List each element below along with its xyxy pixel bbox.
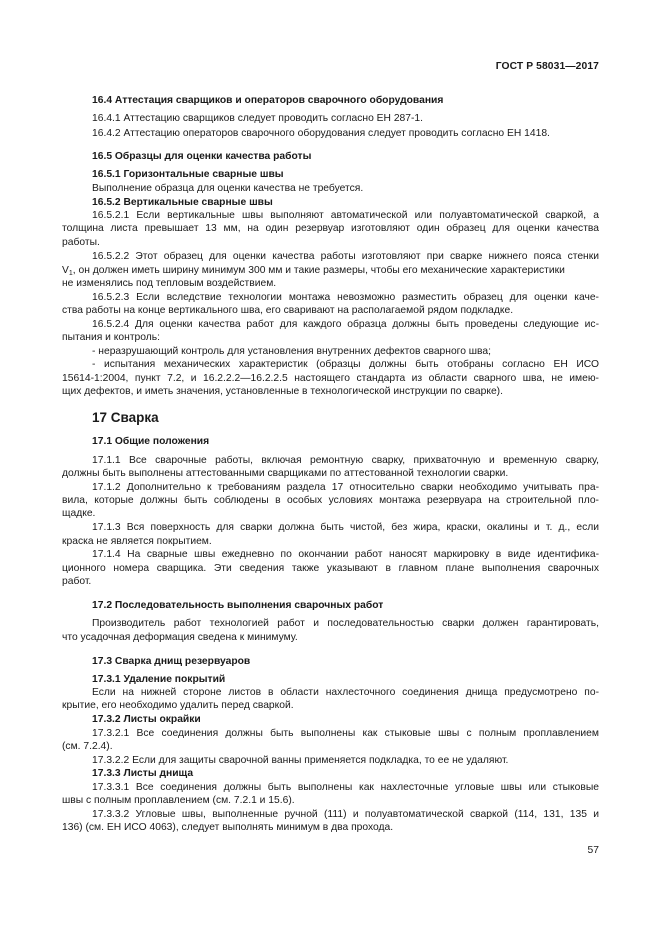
- text-line: крытие, его необходимо удалить перед сваркой.: [62, 700, 294, 711]
- subsection-heading: 16.5.2 Вертикальные сварные швы: [92, 197, 273, 208]
- text-line: 16.4.1 Аттестацию сварщиков следует проводить согласно ЕН 287-1.: [92, 113, 424, 124]
- text-line: толщина листа превышает 13 мм, на один резервуар изготовляют один образец для оценки качества: [62, 223, 599, 234]
- text-line: 17.1.4 На сварные швы ежедневно по окончании работ наносят маркировку в виде идентифика-: [92, 549, 599, 560]
- text-line: 16.4.2 Аттестацию операторов сварочного оборудования следует проводить согласно ЕН 1418.: [92, 128, 550, 139]
- text-line: Если на нижней стороне листов в области нахлесточного соединения днища предусмотрено по-: [92, 687, 599, 698]
- text-line: щадке.: [62, 508, 96, 519]
- text-line: 16.5.2.2 Этот образец для оценки качества работы изготовляют при сварке нижнего пояса стенки: [92, 251, 599, 262]
- section-heading-17-3: 17.3 Сварка днищ резервуаров: [92, 656, 251, 667]
- text-line: не изменялись под тепловым воздействием.: [62, 278, 277, 289]
- text-line: ства работы на конце вертикального шва, его сваривают на располагаемой рядом подкладке.: [62, 305, 514, 316]
- text-line: 15614-1:2004, пункт 7.2, и 16.2.2.2—16.2.2.5 настоящего стандарта из области сварного шва, не имею-: [62, 373, 599, 384]
- text-line: швы с полным проплавлением (см. 7.2.1 и 15.6).: [62, 795, 295, 806]
- section-heading-17-2: 17.2 Последовательность выполнения сварочных работ: [92, 600, 384, 611]
- text-line: 16.5.2.1 Если вертикальные швы выполняют автоматической или полуавтоматической сваркой, а: [92, 210, 599, 221]
- section-heading-17-1: 17.1 Общие положения: [92, 436, 210, 447]
- section-heading-16-5: 16.5 Образцы для оценки качества работы: [92, 151, 312, 162]
- text-line: работы.: [62, 237, 100, 248]
- text-line: 17.3.2.2 Если для защиты сварочной ванны применяется подкладка, то ее не удаляют.: [92, 755, 509, 766]
- text-line: 16.5.2.4 Для оценки качества работ для каждого образца должны быть проведены следующие ис-: [92, 319, 599, 330]
- text-line: 16.5.2.3 Если вследствие технологии монтажа невозможно разместить образец для оценки каче-: [92, 292, 599, 303]
- text-line: Производитель работ технологией работ и последовательностью сварки должен гарантировать,: [92, 618, 599, 629]
- list-item: - испытания механических характеристик (образцы должны быть отобраны согласно ЕН ИСО: [92, 359, 599, 370]
- text-line: 17.3.3.1 Все соединения должны быть выполнены как нахлесточные угловые швы или стыковые: [92, 782, 599, 793]
- text-line: ционного номера сварщика. Эти сведения также указывают в главном плане выполнения сварочных: [62, 563, 599, 574]
- subsection-heading: 16.5.1 Горизонтальные сварные швы: [92, 169, 284, 180]
- text-line: (см. 7.2.4).: [62, 741, 113, 752]
- text-line: вила, которые должны быть соблюдены в особых условиях монтажа резервуара на строительной пло-: [62, 495, 599, 506]
- text-line: 17.1.2 Дополнительно к требованиям раздела 17 относительно сварки необходимо учитывать пра-: [92, 482, 599, 493]
- text-line: Выполнение образца для оценки качества не требуется.: [92, 183, 364, 194]
- page-number: 57: [587, 845, 599, 856]
- subsection-heading: 17.3.3 Листы днища: [92, 768, 194, 779]
- v-subscript: 1: [68, 270, 73, 277]
- text-line: щих дефектов, и иметь значения, установленные в технологической инструкции по сварке).: [62, 386, 503, 397]
- text-line: 17.3.2.1 Все соединения должны быть выполнены как стыковые швы с полным проплавлением: [92, 728, 599, 739]
- subsection-heading: 17.3.2 Листы окрайки: [92, 714, 201, 725]
- text-line: 17.1.3 Вся поверхность для сварки должна быть чистой, без жира, краски, окалины и т. д., если: [92, 522, 599, 533]
- document-header: ГОСТ Р 58031—2017: [495, 61, 599, 72]
- subsection-heading: 17.3.1 Удаление покрытий: [92, 674, 226, 685]
- list-item: - неразрушающий контроль для установления внутренних дефектов сварного шва;: [92, 346, 492, 357]
- section-heading-17: 17 Сварка: [92, 410, 159, 425]
- text-line: пытания и контроль:: [62, 332, 161, 343]
- text-line: должны быть выполнены аттестованными сварщиками по аттестованной технологии сварки.: [62, 468, 509, 479]
- text-line: 136) (см. ЕН ИСО 4063), следует выполнять минимум в два прохода.: [62, 822, 394, 833]
- text-line: , он должен иметь ширину минимум 300 мм и такие размеры, чтобы его механические характеристики: [72, 265, 565, 276]
- section-heading-16-4: 16.4 Аттестация сварщиков и операторов сварочного оборудования: [92, 95, 444, 106]
- text-line: 17.3.3.2 Угловые швы, выполненные ручной (111) и полуавтоматической сваркой (114, 131, 135 и: [92, 809, 599, 820]
- text-line: краска не является покрытием.: [62, 536, 212, 547]
- v-symbol: V: [62, 265, 69, 276]
- text-line: работ.: [62, 576, 92, 587]
- text-line: 17.1.1 Все сварочные работы, включая ремонтную сварку, прихваточную и временную сварку,: [92, 455, 599, 466]
- text-line: что усадочная деформация сведена к минимуму.: [62, 632, 298, 643]
